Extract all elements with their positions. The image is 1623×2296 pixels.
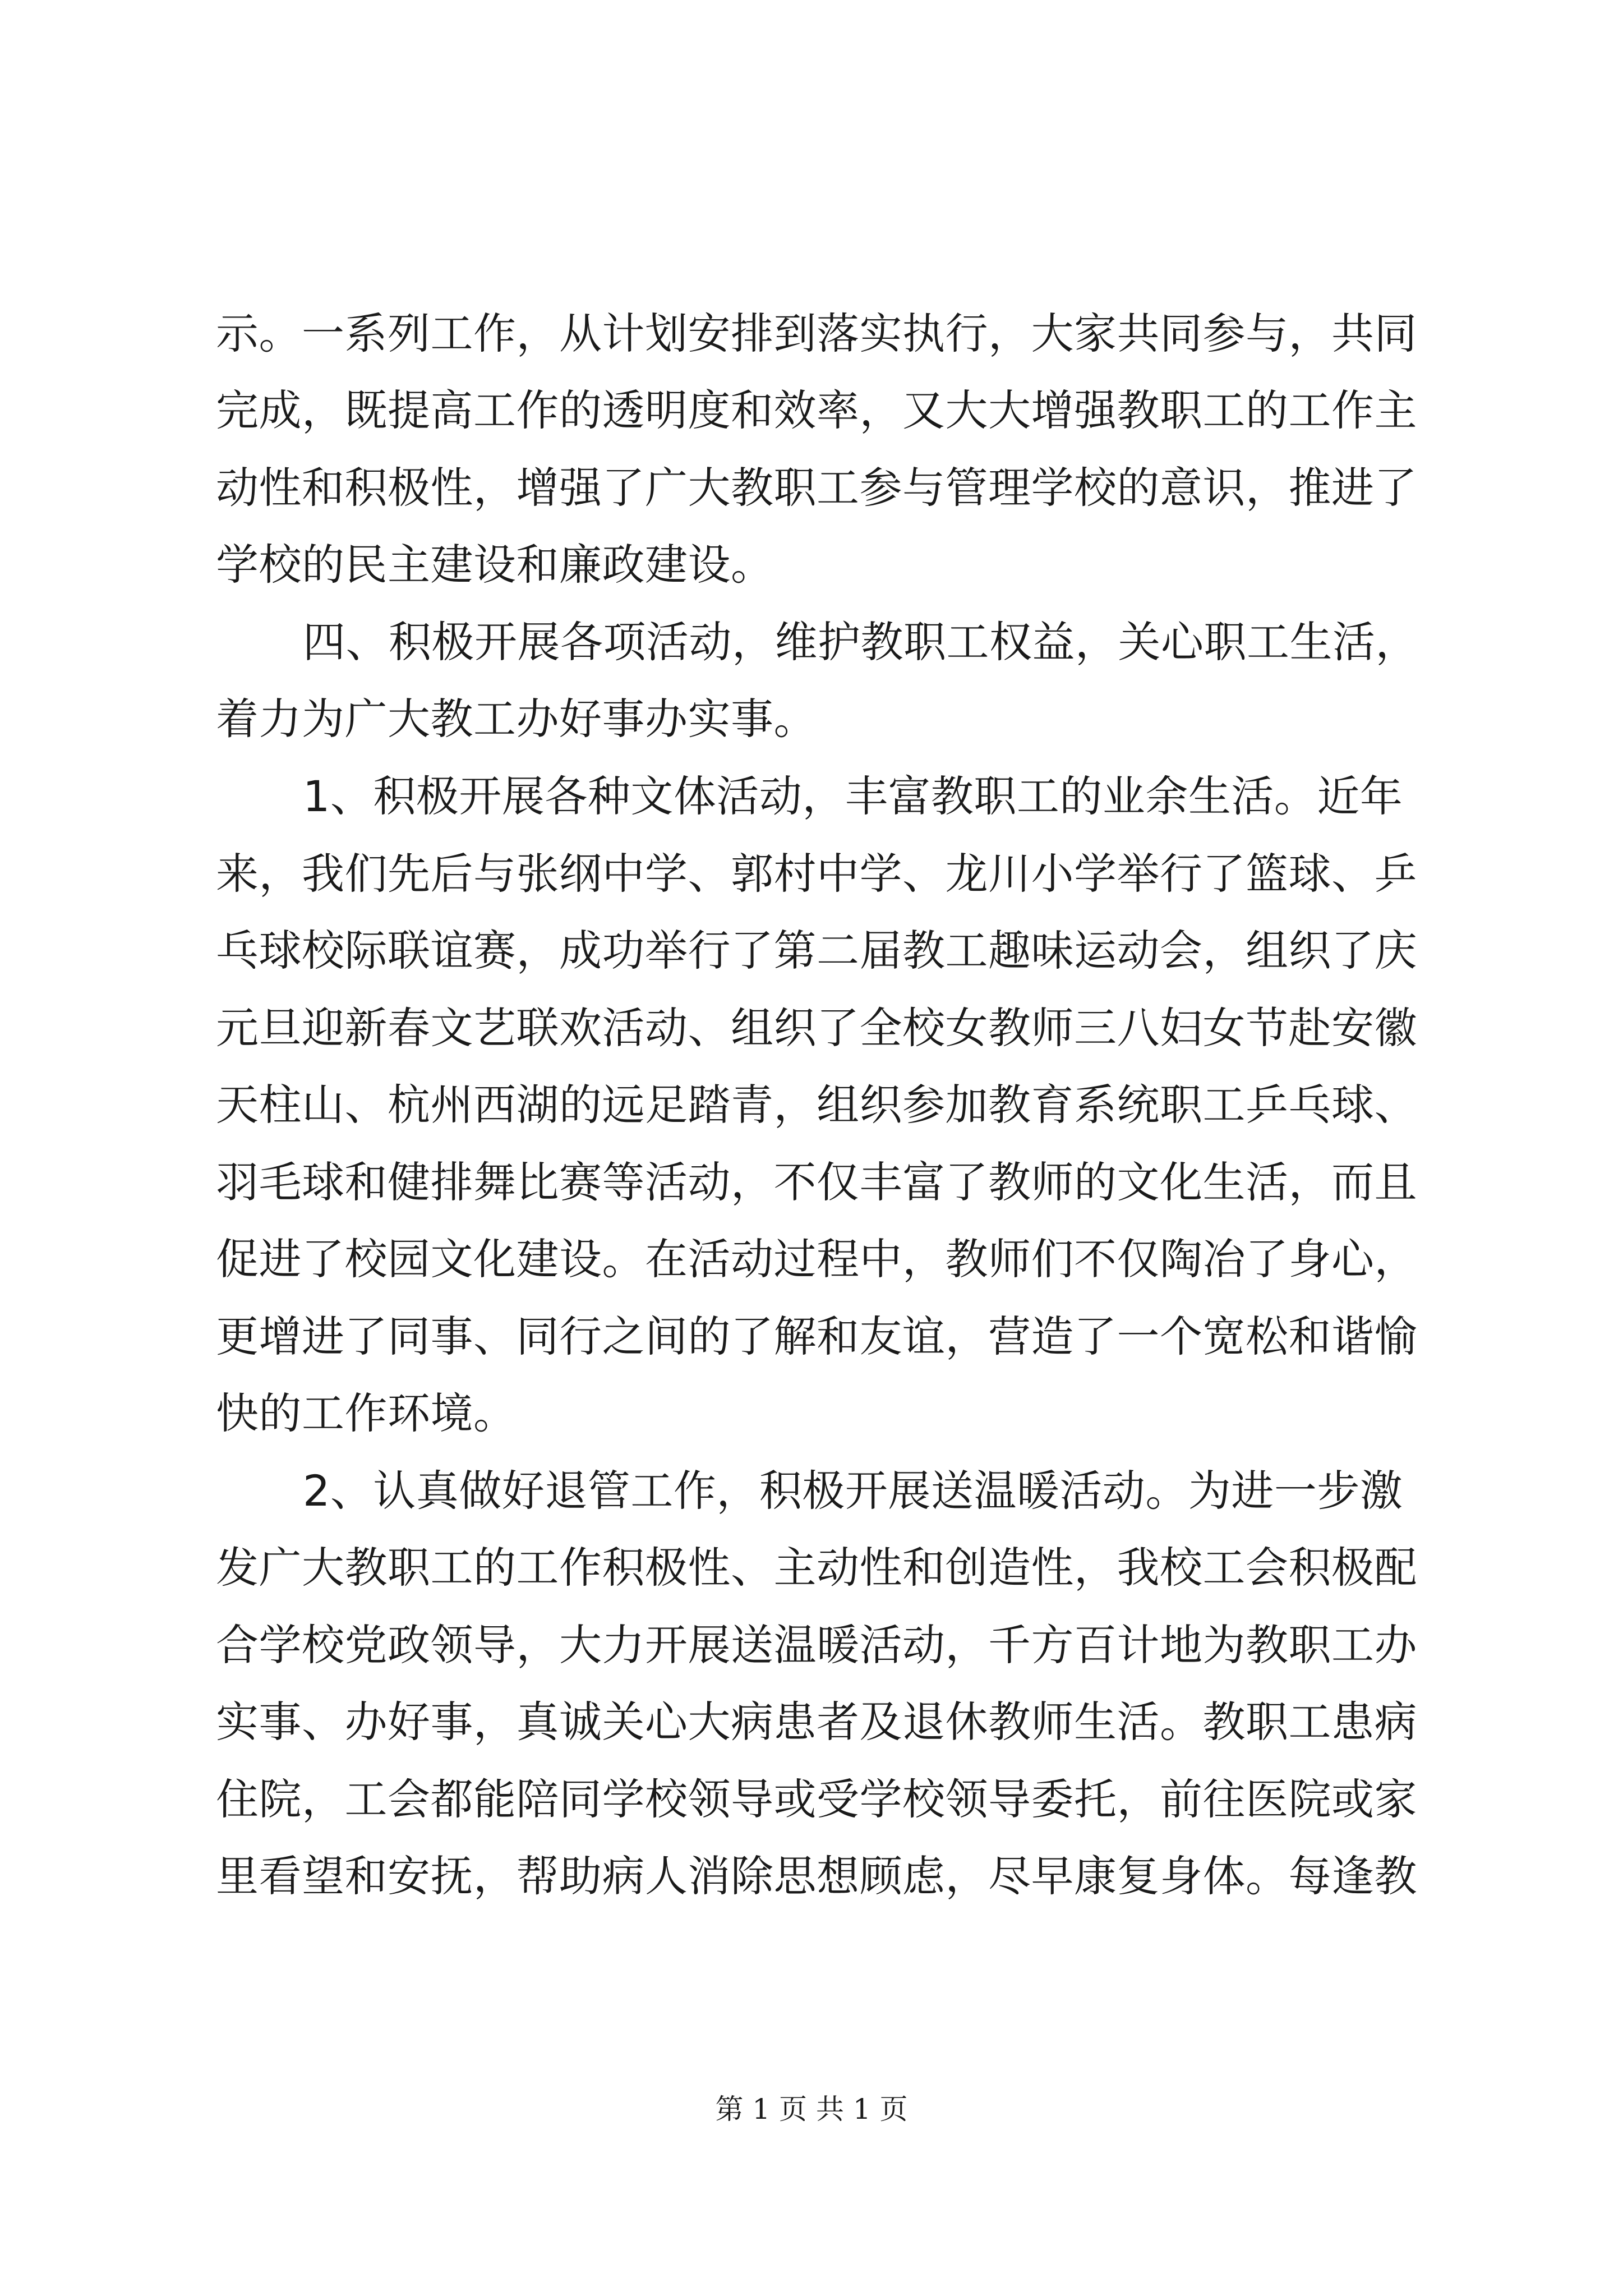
text-line: 动性和积极性，增强了广大教职工参与管理学校的意识，推进了 [216, 463, 1417, 513]
text-line: 里看望和安抚，帮助病人消除思想顾虑，尽早康复身体。每逢教 [216, 1851, 1417, 1901]
text-line: 羽毛球和健排舞比赛等活动，不仅丰富了教师的文化生活，而且 [216, 1157, 1417, 1207]
text-line: 促进了校园文化建设。在活动过程中，教师们不仅陶冶了身心， [216, 1234, 1417, 1284]
text-line: 更增进了同事、同行之间的了解和友谊，营造了一个宽松和谐愉 [216, 1312, 1417, 1361]
section-heading-line: 着力为广大教工办好事办实事。 [216, 694, 817, 744]
text-line: 实事、办好事，真诚关心大病患者及退休教师生活。教职工患病 [216, 1697, 1417, 1747]
text-line: 2、认真做好退管工作，积极开展送温暖活动。为进一步激 [303, 1466, 1403, 1516]
text-line: 发广大教职工的工作积极性、主动性和创造性，我校工会积极配 [216, 1543, 1417, 1593]
text-line: 合学校党政领导，大力开展送温暖活动，千方百计地为教职工办 [216, 1620, 1417, 1670]
text-line: 乓球校际联谊赛，成功举行了第二届教工趣味运动会，组织了庆 [216, 926, 1417, 976]
page-footer: 第 1 页 共 1 页 [715, 2093, 908, 2125]
text-line: 示。一系列工作，从计划安排到落实执行，大家共同参与，共同 [216, 309, 1417, 358]
section-heading-line: 四、积极开展各项活动，维护教职工权益，关心职工生活， [303, 617, 1418, 667]
text-line: 住院，工会都能陪同学校领导或受学校领导委托，前往医院或家 [216, 1774, 1417, 1824]
text-line: 来，我们先后与张纲中学、郭村中学、龙川小学举行了篮球、乒 [216, 849, 1417, 899]
text-line: 学校的民主建设和廉政建设。 [216, 540, 774, 590]
text-line: 1、积极开展各种文体活动，丰富教职工的业余生活。近年 [303, 771, 1403, 821]
text-line: 快的工作环境。 [216, 1388, 517, 1438]
text-line: 天柱山、杭州西湖的远足踏青，组织参加教育系统职工乒乓球、 [216, 1080, 1417, 1130]
text-line: 元旦迎新春文艺联欢活动、组织了全校女教师三八妇女节赴安徽 [216, 1003, 1417, 1053]
text-line: 完成，既提高工作的透明度和效率，又大大增强教职工的工作主 [216, 385, 1417, 435]
